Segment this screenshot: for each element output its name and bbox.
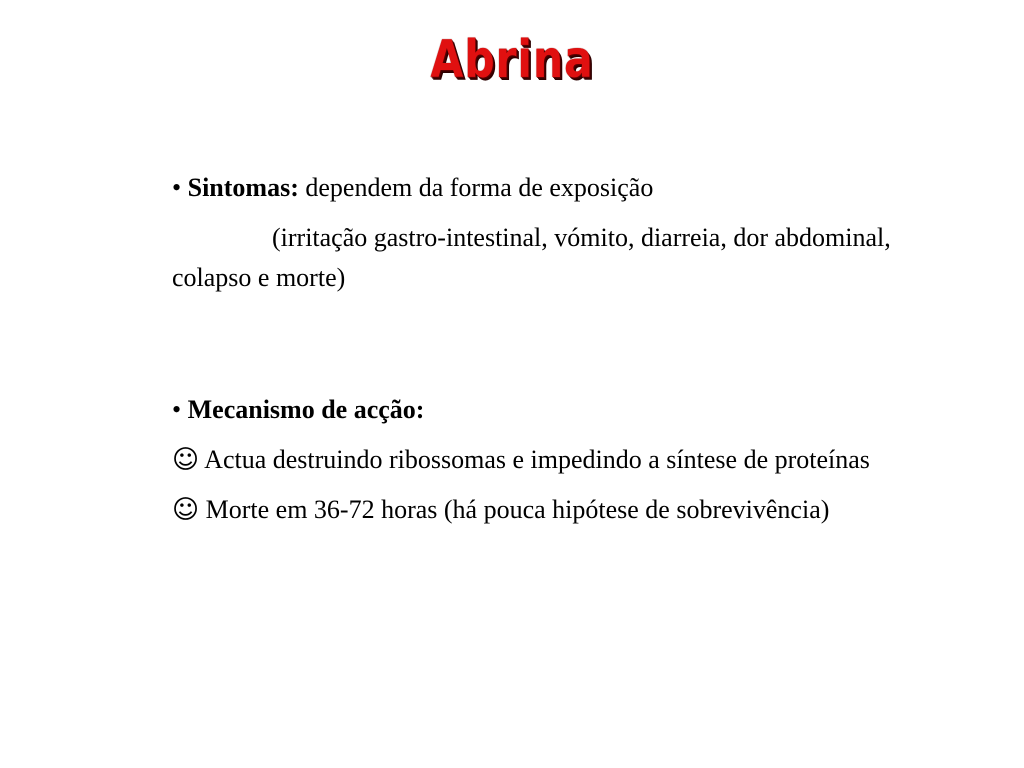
mechanism-label: Mecanismo de acção: bbox=[187, 395, 425, 424]
symptoms-paragraph bbox=[172, 168, 972, 208]
mechanism-item-text: Actua destruindo ribossomas e impedindo a síntese de proteínas bbox=[199, 445, 870, 474]
symptoms-detail: (irritação gastro-intestinal, vómito, diarreia, dor abdominal, colapso e morte) bbox=[172, 223, 891, 292]
mechanism-item-text: Morte em 36-72 horas (há pouca hipótese de sobrevivência) bbox=[199, 495, 830, 524]
bullet-symbol: • bbox=[172, 395, 182, 424]
mechanism-paragraph bbox=[172, 390, 972, 430]
symptoms-text: dependem da forma de exposição bbox=[298, 173, 654, 202]
slide-body bbox=[172, 168, 972, 530]
mechanism-item bbox=[172, 440, 972, 480]
smiley-icon: ☺ bbox=[172, 445, 200, 475]
bullet-symbol: • bbox=[172, 173, 182, 202]
symptoms-label: Sintomas: bbox=[187, 173, 299, 202]
slide-title: Abrina bbox=[430, 30, 594, 90]
smiley-icon: ☺ bbox=[172, 495, 200, 525]
mechanism-item bbox=[172, 490, 972, 530]
